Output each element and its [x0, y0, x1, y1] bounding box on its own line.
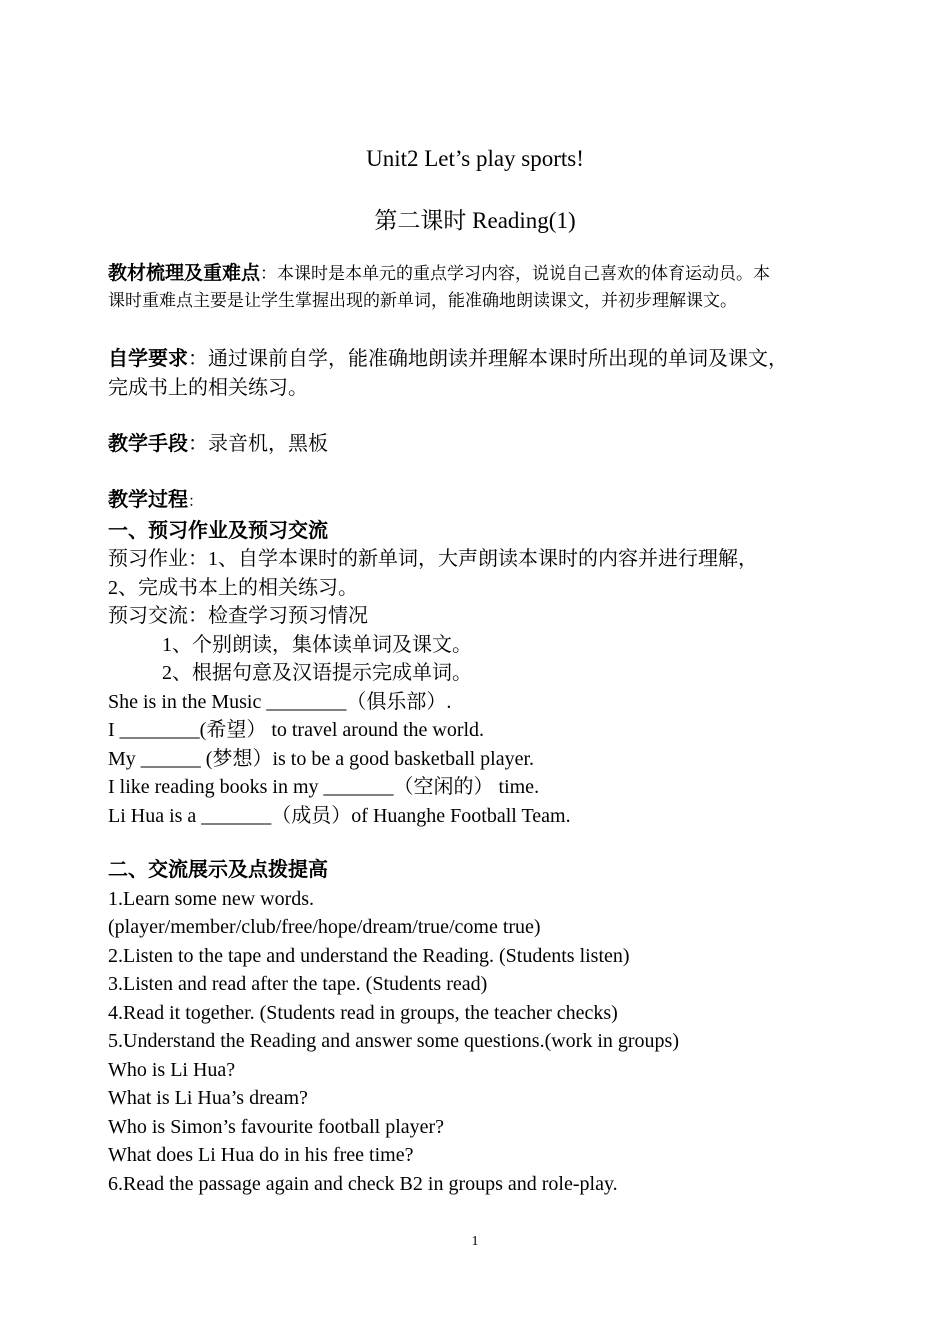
- exercise-sentence: I ________(希望） to travel around the world.: [108, 719, 485, 741]
- section1-heading: 一、预习作业及预习交流: [108, 519, 328, 542]
- homework-text: 预习作业：1、自学本课时的新单词，大声朗读本课时的内容并进行理解，: [108, 548, 758, 570]
- page-title: Unit2 Let’s play sports!: [366, 146, 584, 171]
- exchange-text: 预习交流：检查学习预习情况: [108, 605, 368, 627]
- question-line: Who is Simon’s favourite football player?: [108, 1115, 445, 1138]
- section2-line: 6.Read the passage again and check B2 in groups and role-play.: [108, 1172, 618, 1195]
- section2-line: 4.Read it together. (Students read in groups, the teacher checks): [108, 1001, 618, 1024]
- overview-text-2: 课时重难点主要是让学生掌握出现的新单词，能准确地朗读课文，并初步理解课文。: [108, 291, 737, 310]
- self-study-paragraph: [108, 345, 848, 402]
- question-line: What does Li Hua do in his free time?: [108, 1144, 414, 1166]
- process-label: 教学过程: [108, 489, 188, 511]
- overview-label: 教材梳理及重难点: [108, 263, 261, 284]
- overview-paragraph: [108, 260, 848, 314]
- section2: [108, 856, 848, 1198]
- section2-line: 5.Understand the Reading and answer some questions.(work in groups): [108, 1030, 679, 1052]
- process-colon: ：: [188, 494, 204, 510]
- homework-text-2: 2、完成书本上的相关练习。: [108, 576, 358, 599]
- overview-text: ：本课时是本单元的重点学习内容，说说自己喜欢的体育运动员。本: [260, 264, 771, 283]
- means-paragraph: [108, 430, 848, 459]
- self-study-label: 自学要求: [108, 348, 188, 370]
- section2-line: 1.Learn some new words.: [108, 887, 315, 910]
- process-section: [108, 486, 848, 830]
- section2-line: 2.Listen to the tape and understand the Reading. (Students listen): [108, 944, 630, 967]
- section2-line: (player/member/club/free/hope/dream/true/come true): [108, 916, 541, 938]
- exercise-sentence: She is in the Music ________（俱乐部）.: [108, 690, 452, 713]
- page-number: 1: [471, 1234, 479, 1249]
- step-item: 1、个别朗读，集体读单词及课文。: [162, 633, 472, 656]
- section2-line: 3.Listen and read after the tape. (Students read): [108, 973, 488, 995]
- means-label: 教学手段: [108, 433, 188, 455]
- section2-heading: 二、交流展示及点拨提高: [108, 859, 328, 881]
- question-line: Who is Li Hua?: [108, 1058, 236, 1081]
- self-study-text: ：通过课前自学，能准确地朗读并理解本课时所出现的单词及课文，: [188, 348, 788, 370]
- self-study-text-2: 完成书上的相关练习。: [108, 376, 308, 399]
- exercise-sentence: Li Hua is a _______（成员）of Huanghe Football Team.: [108, 804, 571, 827]
- exercise-sentence: My ______ (梦想）is to be a good basketball player.: [108, 747, 535, 770]
- exercise-sentence: I like reading books in my _______（空闲的） time.: [108, 776, 540, 798]
- question-line: What is Li Hua’s dream?: [108, 1087, 308, 1109]
- page-subtitle: 第二课时 Reading(1): [374, 208, 576, 233]
- step-item: 2、根据句意及汉语提示完成单词。: [162, 662, 472, 684]
- means-text: ：录音机，黑板: [188, 433, 328, 455]
